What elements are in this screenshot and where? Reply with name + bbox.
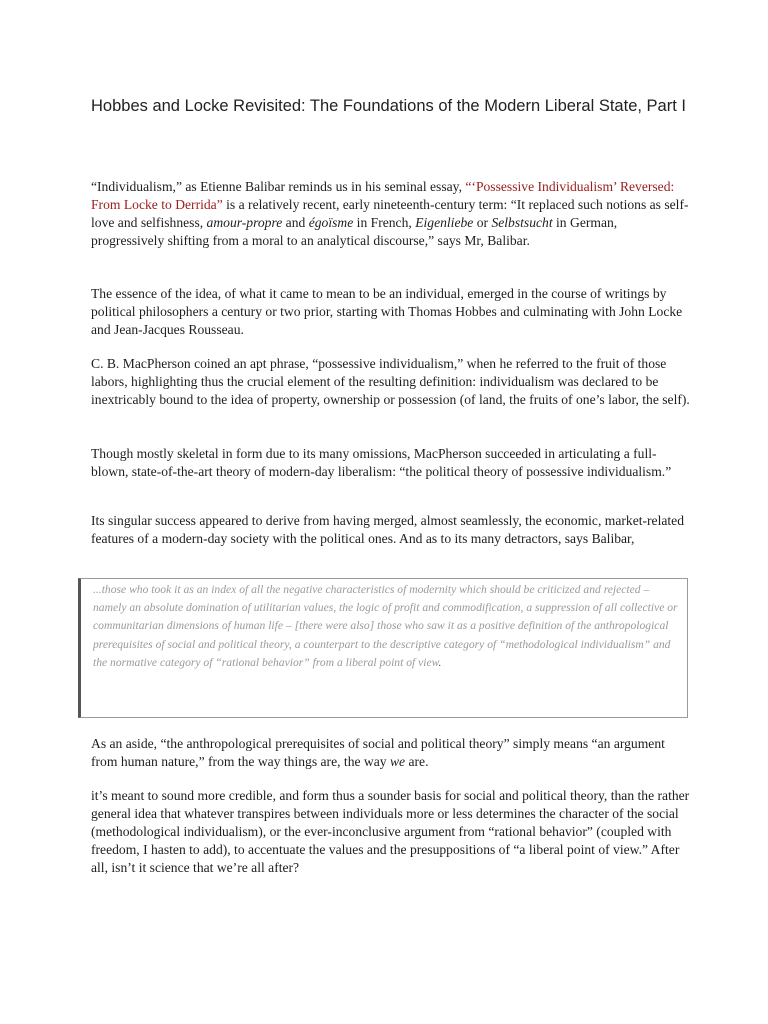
term-we: we — [389, 754, 406, 769]
document-title: Hobbes and Locke Revisited: The Foundations of the Modern Liberal State, Part I — [91, 97, 686, 115]
paragraph-success: Its singular success appeared to derive from having merged, almost seamlessly, the economic, market-related features of a modern-day society with the political ones. And as to its many detractors, says Balibar, — [91, 513, 685, 546]
paragraph-macpherson: C. B. MacPherson coined an apt phrase, “possessive individualism,” when he referred to the fruit of those labors, highlighting thus the crucial element of the resulting definition: individualism was declared to be inextricably bound to the idea of property, ownership or possession (of land, the fruits of one’s labor, the self). — [91, 356, 690, 407]
essay-link[interactable]: “‘Possessive Individualism’ Reversed: From Locke to Derrida” — [91, 179, 675, 212]
block-quote — [78, 578, 688, 718]
paragraph-theory: Though mostly skeletal in form due to its many omissions, MacPherson succeeded in articulating a full-blown, state-of-the-art theory of modern-day liberalism: “the political theory of possessive individualism.” — [91, 446, 672, 479]
paragraph-aside — [91, 735, 691, 771]
term-amour-propre: amour-propre — [206, 215, 283, 230]
term-selbstsucht: Selbstsucht — [491, 215, 553, 230]
paragraph-intro-text-a: “Individualism,” as Etienne Balibar reminds us in his seminal essay, — [91, 179, 466, 194]
block-quote-body: ...those who took it as an index of all the negative characteristics of modernity which should be criticized and rejected – namely an absolute domination of utilitarian values, the logic of profit and commodification, a suppression of all collective or communitarian dimensions of human life – [there were also] those who saw it as a positive definition of the anthropological prerequisites of social and political theory, a counterpart to the descriptive category of “methodological individualism” and the normative category of “rational behavior” from a liberal point of view — [93, 583, 678, 669]
paragraph-intro-text-f: in German, progressively shifting from a moral to an analytical discourse,” says Mr, Balibar. — [91, 215, 618, 248]
paragraph-essence: The essence of the idea, of what it came to mean to be an individual, emerged in the course of writings by political philosophers a century or two prior, starting with Thomas Hobbes and culminating with John Locke and Jean-Jacques Rousseau. — [91, 286, 683, 337]
block-quote-end: . — [438, 655, 442, 669]
block-quote-text — [93, 581, 683, 672]
paragraph-aside-text-a: As an aside, “the anthropological prerequisites of social and political theory” simply means “an argument from human nature,” from the way things are, the way — [91, 736, 665, 769]
paragraph-intro-text-d: in French, — [353, 215, 416, 230]
paragraph-intro-text-b: is a relatively recent, early nineteenth-century term: “It replaced such notions as self-love and selfishness, — [91, 197, 689, 230]
paragraph-intro-text-e: or — [473, 215, 492, 230]
paragraph-science: it’s meant to sound more credible, and form thus a sounder basis for social and political theory, than the rather general idea that whatever transpires between individuals more or less determines the character of the social (methodological individualism), or the ever-inconclusive argument from “rational behavior” (coupled with freedom, I hasten to add), to accentuate the values and the presuppositions of “a liberal point of view.” After all, isn’t it science that we’re all after? — [91, 788, 690, 875]
paragraph-aside-text-b: are. — [405, 754, 429, 769]
paragraph-intro — [91, 178, 691, 250]
paragraph-intro-text-c: and — [282, 215, 309, 230]
term-egoisme: égoïsme — [308, 215, 354, 230]
term-eigenliebe: Eigenliebe — [415, 215, 474, 230]
